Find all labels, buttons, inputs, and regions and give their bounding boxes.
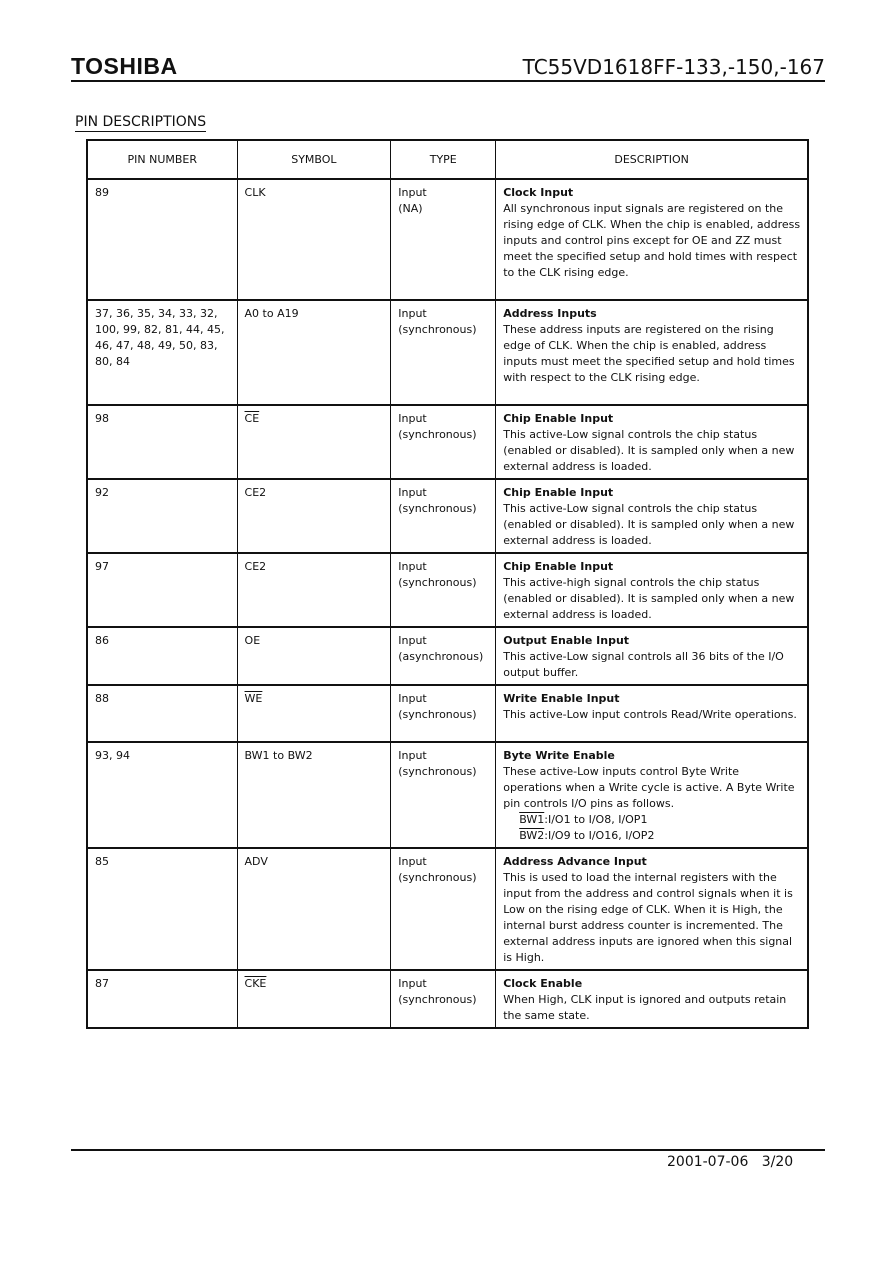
description-cell — [496, 742, 808, 848]
column-header-type: TYPE — [391, 140, 496, 179]
description-cell — [496, 405, 808, 479]
description-cell — [496, 685, 808, 742]
column-header-description: DESCRIPTION — [496, 140, 808, 179]
symbol-cell: BW1 to BW2 — [237, 742, 391, 848]
pin-number-cell: 89 — [87, 179, 237, 300]
table-row — [87, 685, 808, 742]
description-title: Chip Enable Input — [503, 560, 614, 573]
table-row — [87, 179, 808, 300]
type-qualifier: (synchronous) — [398, 871, 477, 884]
type-cell — [391, 179, 496, 300]
type-label: Input — [398, 977, 427, 990]
section-title: PIN DESCRIPTIONS — [75, 114, 207, 130]
symbol-active-low: $\overline{CE}$ — [244, 412, 260, 425]
type-cell — [391, 970, 496, 1028]
type-cell — [391, 553, 496, 627]
symbol-cell: OE — [237, 627, 391, 685]
pin-number-cell: 93, 94 — [87, 742, 237, 848]
symbol-cell: CLK — [237, 179, 391, 300]
description-body: This is used to load the internal registers with the input from the address and control signals when it is Low on the rising edge of CLK. When it is High, the internal burst address counter is incremented. The external address inputs are ignored when this signal is High. — [503, 871, 793, 964]
type-label: Input — [398, 186, 427, 199]
description-cell — [496, 179, 808, 300]
type-label: Input — [398, 749, 427, 762]
type-label: Input — [398, 692, 427, 705]
pin-descriptions-table — [86, 139, 809, 1029]
pin-number-cell: 88 — [87, 685, 237, 742]
description-cell — [496, 848, 808, 970]
symbol-active-low: $\overline{CKE}$ — [244, 977, 267, 990]
type-qualifier: (synchronous) — [398, 428, 477, 441]
type-cell — [391, 848, 496, 970]
description-title: Clock Enable — [503, 977, 583, 990]
page-header — [71, 52, 825, 82]
type-label: Input — [398, 634, 427, 647]
type-qualifier: (synchronous) — [398, 708, 477, 721]
toshiba-logo: TOSHIBA — [71, 53, 178, 79]
description-body: These active-Low inputs control Byte Write operations when a Write cycle is active. A Byte Write pin controls I/O pins as follows. — [503, 765, 795, 810]
description-body: This active-Low signal controls the chip status (enabled or disabled). It is sampled only when a new external address is loaded. — [503, 428, 795, 473]
description-title: Address Advance Input — [503, 855, 647, 868]
table-header-row — [87, 140, 808, 179]
pin-number-cell: 37, 36, 35, 34, 33, 32, 100, 99, 82, 81, 44, 45, 46, 47, 48, 49, 50, 83, 80, 84 — [87, 300, 237, 405]
bw2-name: BW2 — [519, 829, 545, 842]
type-label: Input — [398, 412, 427, 425]
type-qualifier: (synchronous) — [398, 993, 477, 1006]
symbol-cell — [237, 405, 391, 479]
type-label: Input — [398, 855, 427, 868]
pin-number-cell: 97 — [87, 553, 237, 627]
type-qualifier: (asynchronous) — [398, 650, 484, 663]
type-qualifier: (synchronous) — [398, 576, 477, 589]
pin-number-cell: 86 — [87, 627, 237, 685]
table-row — [87, 627, 808, 685]
type-label: Input — [398, 486, 427, 499]
type-cell — [391, 300, 496, 405]
type-label: Input — [398, 560, 427, 573]
bw2-mapping — [503, 828, 801, 844]
description-title: Address Inputs — [503, 307, 597, 320]
description-title: Chip Enable Input — [503, 412, 614, 425]
table-row — [87, 405, 808, 479]
column-header-pin-number: PIN NUMBER — [87, 140, 237, 179]
type-cell — [391, 479, 496, 553]
column-header-symbol: SYMBOL — [237, 140, 391, 179]
description-title: Byte Write Enable — [503, 749, 615, 762]
pin-number-cell: 87 — [87, 970, 237, 1028]
description-body: All synchronous input signals are registered on the rising edge of CLK. When the chip is enabled, address inputs and control pins except for OE and ZZ must meet the specified setup and hold times with respect to the CLK rising edge. — [503, 202, 801, 279]
symbol-cell — [237, 685, 391, 742]
type-cell — [391, 685, 496, 742]
type-cell — [391, 742, 496, 848]
bw2-map: :I/O9 to I/O16, I/OP2 — [544, 829, 655, 842]
symbol-cell: A0 to A19 — [237, 300, 391, 405]
type-qualifier: (synchronous) — [398, 502, 477, 515]
pin-number-cell: 98 — [87, 405, 237, 479]
symbol-cell: CE2 — [237, 553, 391, 627]
footer-date-page: 2001-07-06 3/20 — [667, 1154, 794, 1170]
symbol-cell — [237, 970, 391, 1028]
symbol-cell: CE2 — [237, 479, 391, 553]
description-title: Chip Enable Input — [503, 486, 614, 499]
type-qualifier: (synchronous) — [398, 323, 477, 336]
description-body: This active-Low signal controls the chip status (enabled or disabled). It is sampled only when a new external address is loaded. — [503, 502, 795, 547]
type-cell — [391, 627, 496, 685]
table-row — [87, 742, 808, 848]
description-title: Output Enable Input — [503, 634, 630, 647]
pin-number-cell: 92 — [87, 479, 237, 553]
description-body: This active-Low signal controls all 36 bits of the I/O output buffer. — [503, 650, 784, 679]
description-cell — [496, 300, 808, 405]
table-row — [87, 970, 808, 1028]
description-title: Clock Input — [503, 186, 574, 199]
description-body: This active-Low input controls Read/Write operations. — [503, 708, 797, 721]
description-cell — [496, 479, 808, 553]
description-cell — [496, 553, 808, 627]
table-row — [87, 848, 808, 970]
pin-number-cell: 85 — [87, 848, 237, 970]
description-cell — [496, 627, 808, 685]
bw1-mapping — [503, 812, 801, 828]
type-cell — [391, 405, 496, 479]
table-row — [87, 300, 808, 405]
description-body: These address inputs are registered on the rising edge of CLK. When the chip is enabled, address inputs must meet the specified setup and hold times with respect to the CLK rising edge. — [503, 323, 795, 384]
type-label: Input — [398, 307, 427, 320]
table-row — [87, 553, 808, 627]
bw1-map: :I/O1 to I/O8, I/OP1 — [544, 813, 648, 826]
footer-rule — [71, 1149, 825, 1151]
description-title: Write Enable Input — [503, 692, 620, 705]
description-body: When High, CLK input is ignored and outputs retain the same state. — [503, 993, 787, 1022]
type-qualifier: (NA) — [398, 202, 423, 215]
bw1-name: BW1 — [519, 813, 545, 826]
symbol-cell: ADV — [237, 848, 391, 970]
table-row — [87, 479, 808, 553]
symbol-active-low: $\overline{WE}$ — [244, 692, 263, 705]
description-cell — [496, 970, 808, 1028]
type-qualifier: (synchronous) — [398, 765, 477, 778]
description-body: This active-high signal controls the chip status (enabled or disabled). It is sampled only when a new external address is loaded. — [503, 576, 795, 621]
part-number: TC55VD1618FF-133,-150,-167 — [522, 55, 825, 79]
